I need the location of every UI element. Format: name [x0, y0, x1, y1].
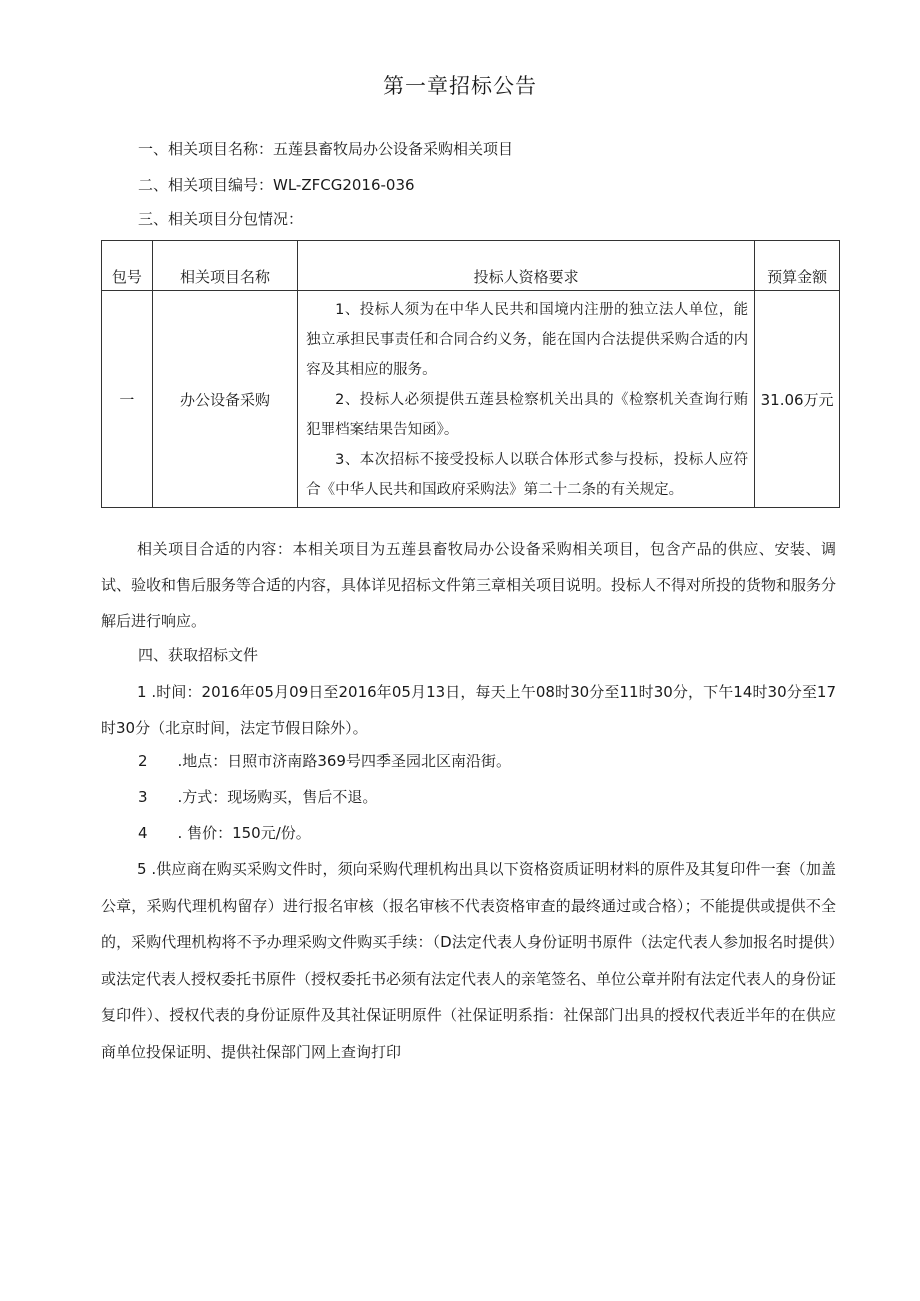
section4-heading: 四、获取招标文件 [138, 646, 259, 664]
header-project-name: 相关项目名称 [152, 241, 297, 291]
packages-heading: 三、相关项目分包情况： [138, 210, 304, 228]
table-header-row [102, 241, 840, 291]
header-budget: 预算金额 [755, 241, 840, 291]
method-paragraph: 3 .方式：现场购买，售后不退。 [138, 788, 378, 806]
requirement-item: 2、投标人必须提供五莲县检察机关出具的《检察机关查询行贿犯罪档案结果告知函》。 [306, 392, 749, 438]
package-table [101, 240, 840, 508]
header-package-no: 包号 [102, 241, 153, 291]
requirement-item: 3、本次招标不接受投标人以联合体形式参与投标，投标人应符合《中华人民共和国政府采购法》第二十二条的有关规定。 [306, 452, 749, 498]
cell-project-name: 办公设备采购 [152, 291, 297, 508]
cell-package-no: 一 [102, 291, 153, 508]
cell-budget: 31.06万元 [755, 291, 840, 508]
requirement-item: 1、投标人须为在中华人民共和国境内注册的独立法人单位，能独立承担民事责任和合同合约义务，能在国内合法提供采购合适的内容及其相应的服务。 [306, 302, 749, 378]
project-number-line: 二、相关项目编号：WL-ZFCG2016-036 [138, 176, 415, 194]
scope-paragraph: 相关项目合适的内容：本相关项目为五莲县畜牧局办公设备采购相关项目，包含产品的供应、安装、调试、验收和售后服务等合适的内容，具体详见招标文件第三章相关项目说明。投标人不得对所投的货物和服务分解后进行响应。 [101, 540, 837, 630]
table-row [102, 291, 840, 508]
time-paragraph: 1 .时间：2016年05月09日至2016年05月13日，每天上午08时30分至11时30分，下午14时30分至17时30分（北京时间，法定节假日除外）。 [101, 683, 836, 737]
price-paragraph: 4 . 售价：150元/份。 [138, 824, 311, 842]
cell-requirements [298, 291, 755, 508]
project-name-line: 一、相关项目名称：五莲县畜牧局办公设备采购相关项目 [138, 140, 514, 158]
documents-paragraph: 5 .供应商在购买采购文件时，须向采购代理机构出具以下资格资质证明材料的原件及其复印件一套（加盖公章，采购代理机构留存）进行报名审核（报名审核不代表资格审查的最终通过或合格）；不能提供或提供不全的，采购代理机构将不予办理采购文件购买手续：（D法定代表人身份证明书原件（法定代表人参加报名时提供）或法定代表人授权委托书原件（授权委托书必须有法定代表人的亲笔签名、单位公章并附有法定代表人的身份证复印件）、授权代表的身份证原件及其社保证明原件（社保证明系指：社保部门出具的授权代表近半年的在供应商单位投保证明、提供社保部门网上查询打印 [101, 860, 837, 1061]
place-paragraph: 2 .地点：日照市济南路369号四季圣园北区南沿街。 [138, 752, 511, 770]
chapter-title: 第一章招标公告 [383, 74, 537, 98]
header-requirements: 投标人资格要求 [298, 241, 755, 291]
